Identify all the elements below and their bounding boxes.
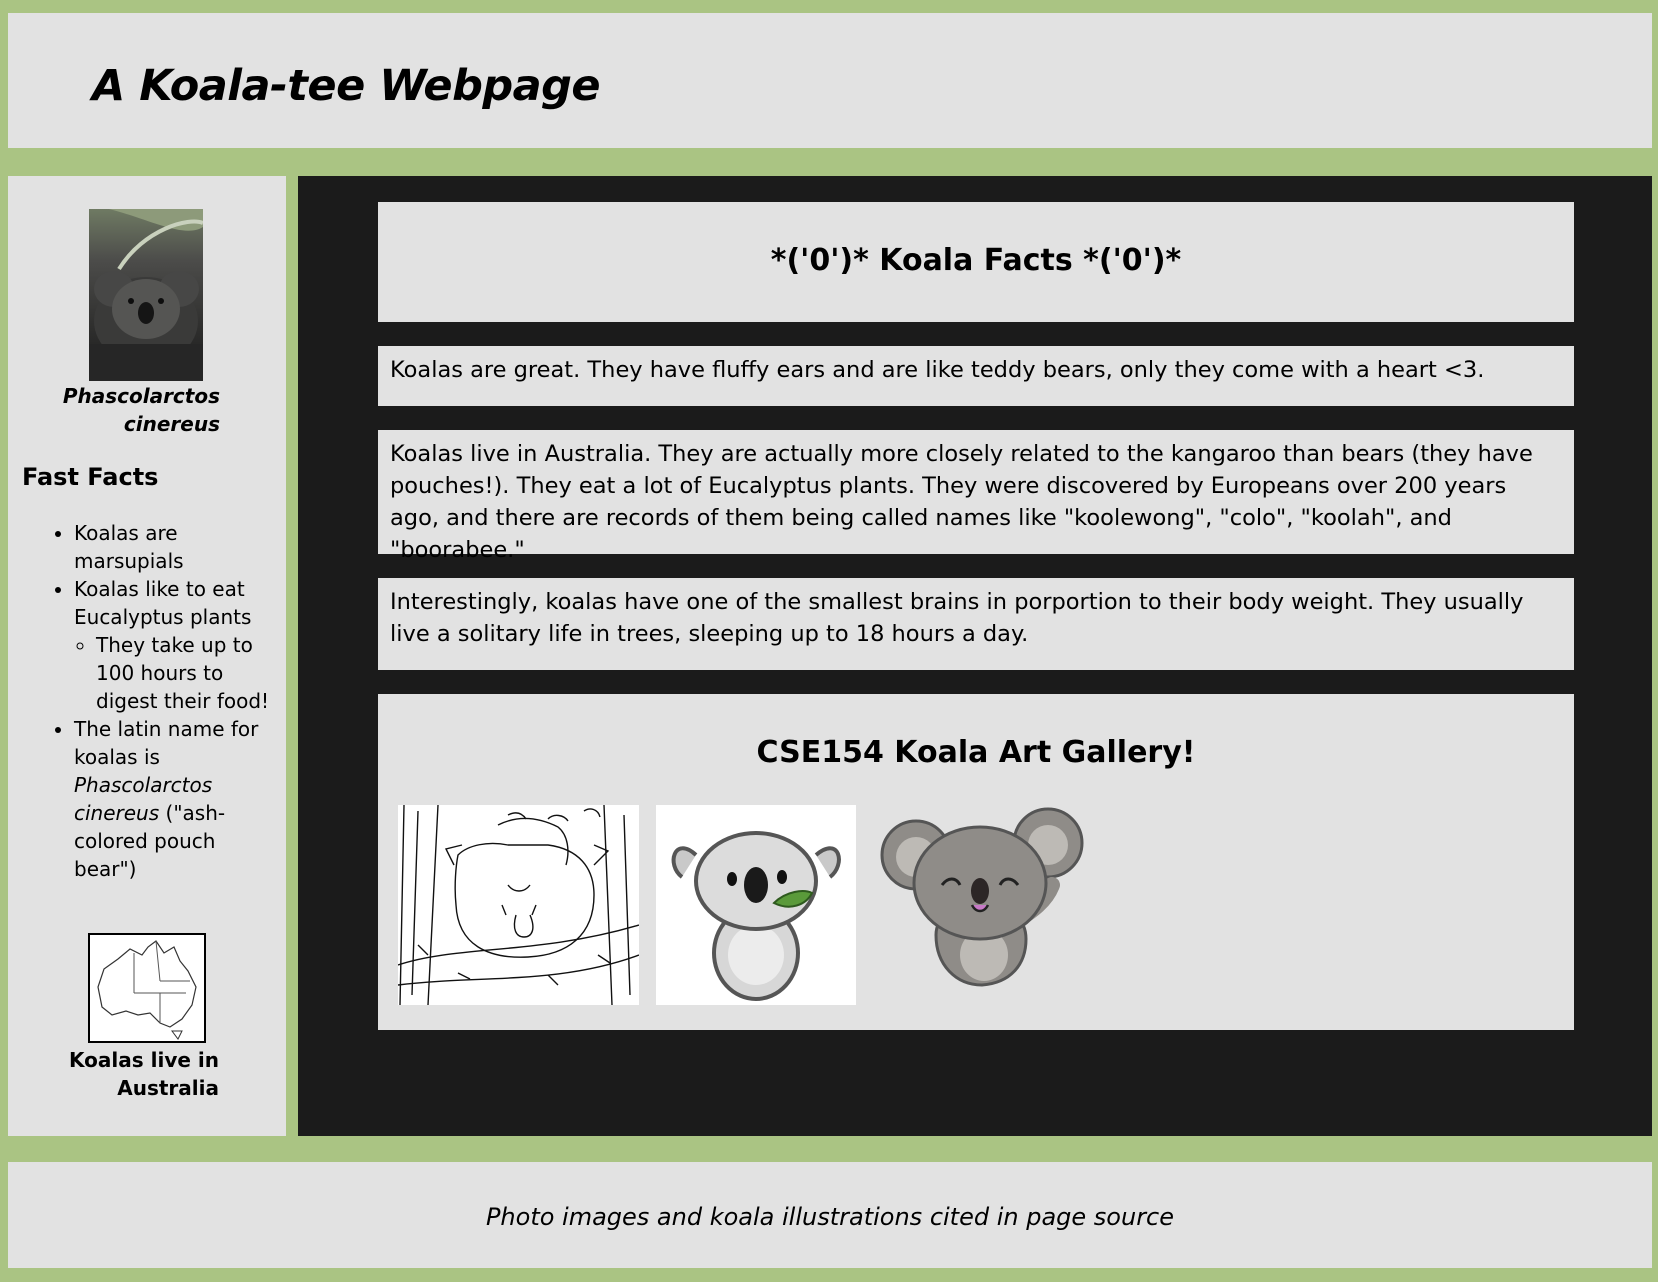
gallery-heading: CSE154 Koala Art Gallery! [756,735,1196,770]
fact-paragraph-3: Interestingly, koalas have one of the smallest brains in porportion to their body weight. They usually live a solitary life in trees, sleeping up to 18 hours a day. [378,578,1574,670]
koala-cartoon-waving [876,805,1090,1005]
fact-paragraph-1: Koalas are great. They have fluffy ears and are like teddy bears, only they come with a heart <3. [378,346,1574,406]
fact-paragraph-2: Koalas live in Australia. They are actually more closely related to the kangaroo than bears (they have pouches!). They eat a lot of Eucalyptus plants. They were discovered by Europeans over 200 years ago, and there are records of them being called names like "koolewong", "colo", "koolah", and "boorabee." [378,430,1574,554]
art-gallery [378,694,1574,1030]
fast-facts-heading: Fast Facts [22,463,159,491]
page-header [8,13,1652,148]
sub-list [74,631,282,715]
fast-facts-list [42,519,282,883]
list-item: • Koalas are marsupials [74,519,282,575]
australia-map-icon [88,933,206,1043]
koala-sketch [398,805,639,1005]
koala-photo [89,209,203,381]
list-item: • Koalas like to eat Eucalyptus plants ◦ They take up to 100 hours to digest their food! [74,575,282,715]
main-content [298,176,1652,1136]
list-item: • The latin name for koalas is Phascolarctos cinereus ("ash-colored pouch bear") [74,715,282,883]
facts-heading: *('0')* Koala Facts *('0')* [770,243,1182,278]
map-caption: Koalas live in Australia [69,1048,219,1100]
photo-caption: Phascolarctos cinereus [62,384,220,436]
list-item: ◦ They take up to 100 hours to digest their food! [96,631,282,715]
footer-citation: Photo images and koala illustrations cited in page source [485,1203,1175,1231]
page-title: A Koala-tee Webpage [92,61,601,111]
koala-cartoon-leaf [656,805,856,1005]
sidebar [8,176,286,1136]
facts-title-box [378,202,1574,322]
latin-name: Phascolarctos cinereus [74,773,213,825]
page-footer [8,1162,1652,1268]
